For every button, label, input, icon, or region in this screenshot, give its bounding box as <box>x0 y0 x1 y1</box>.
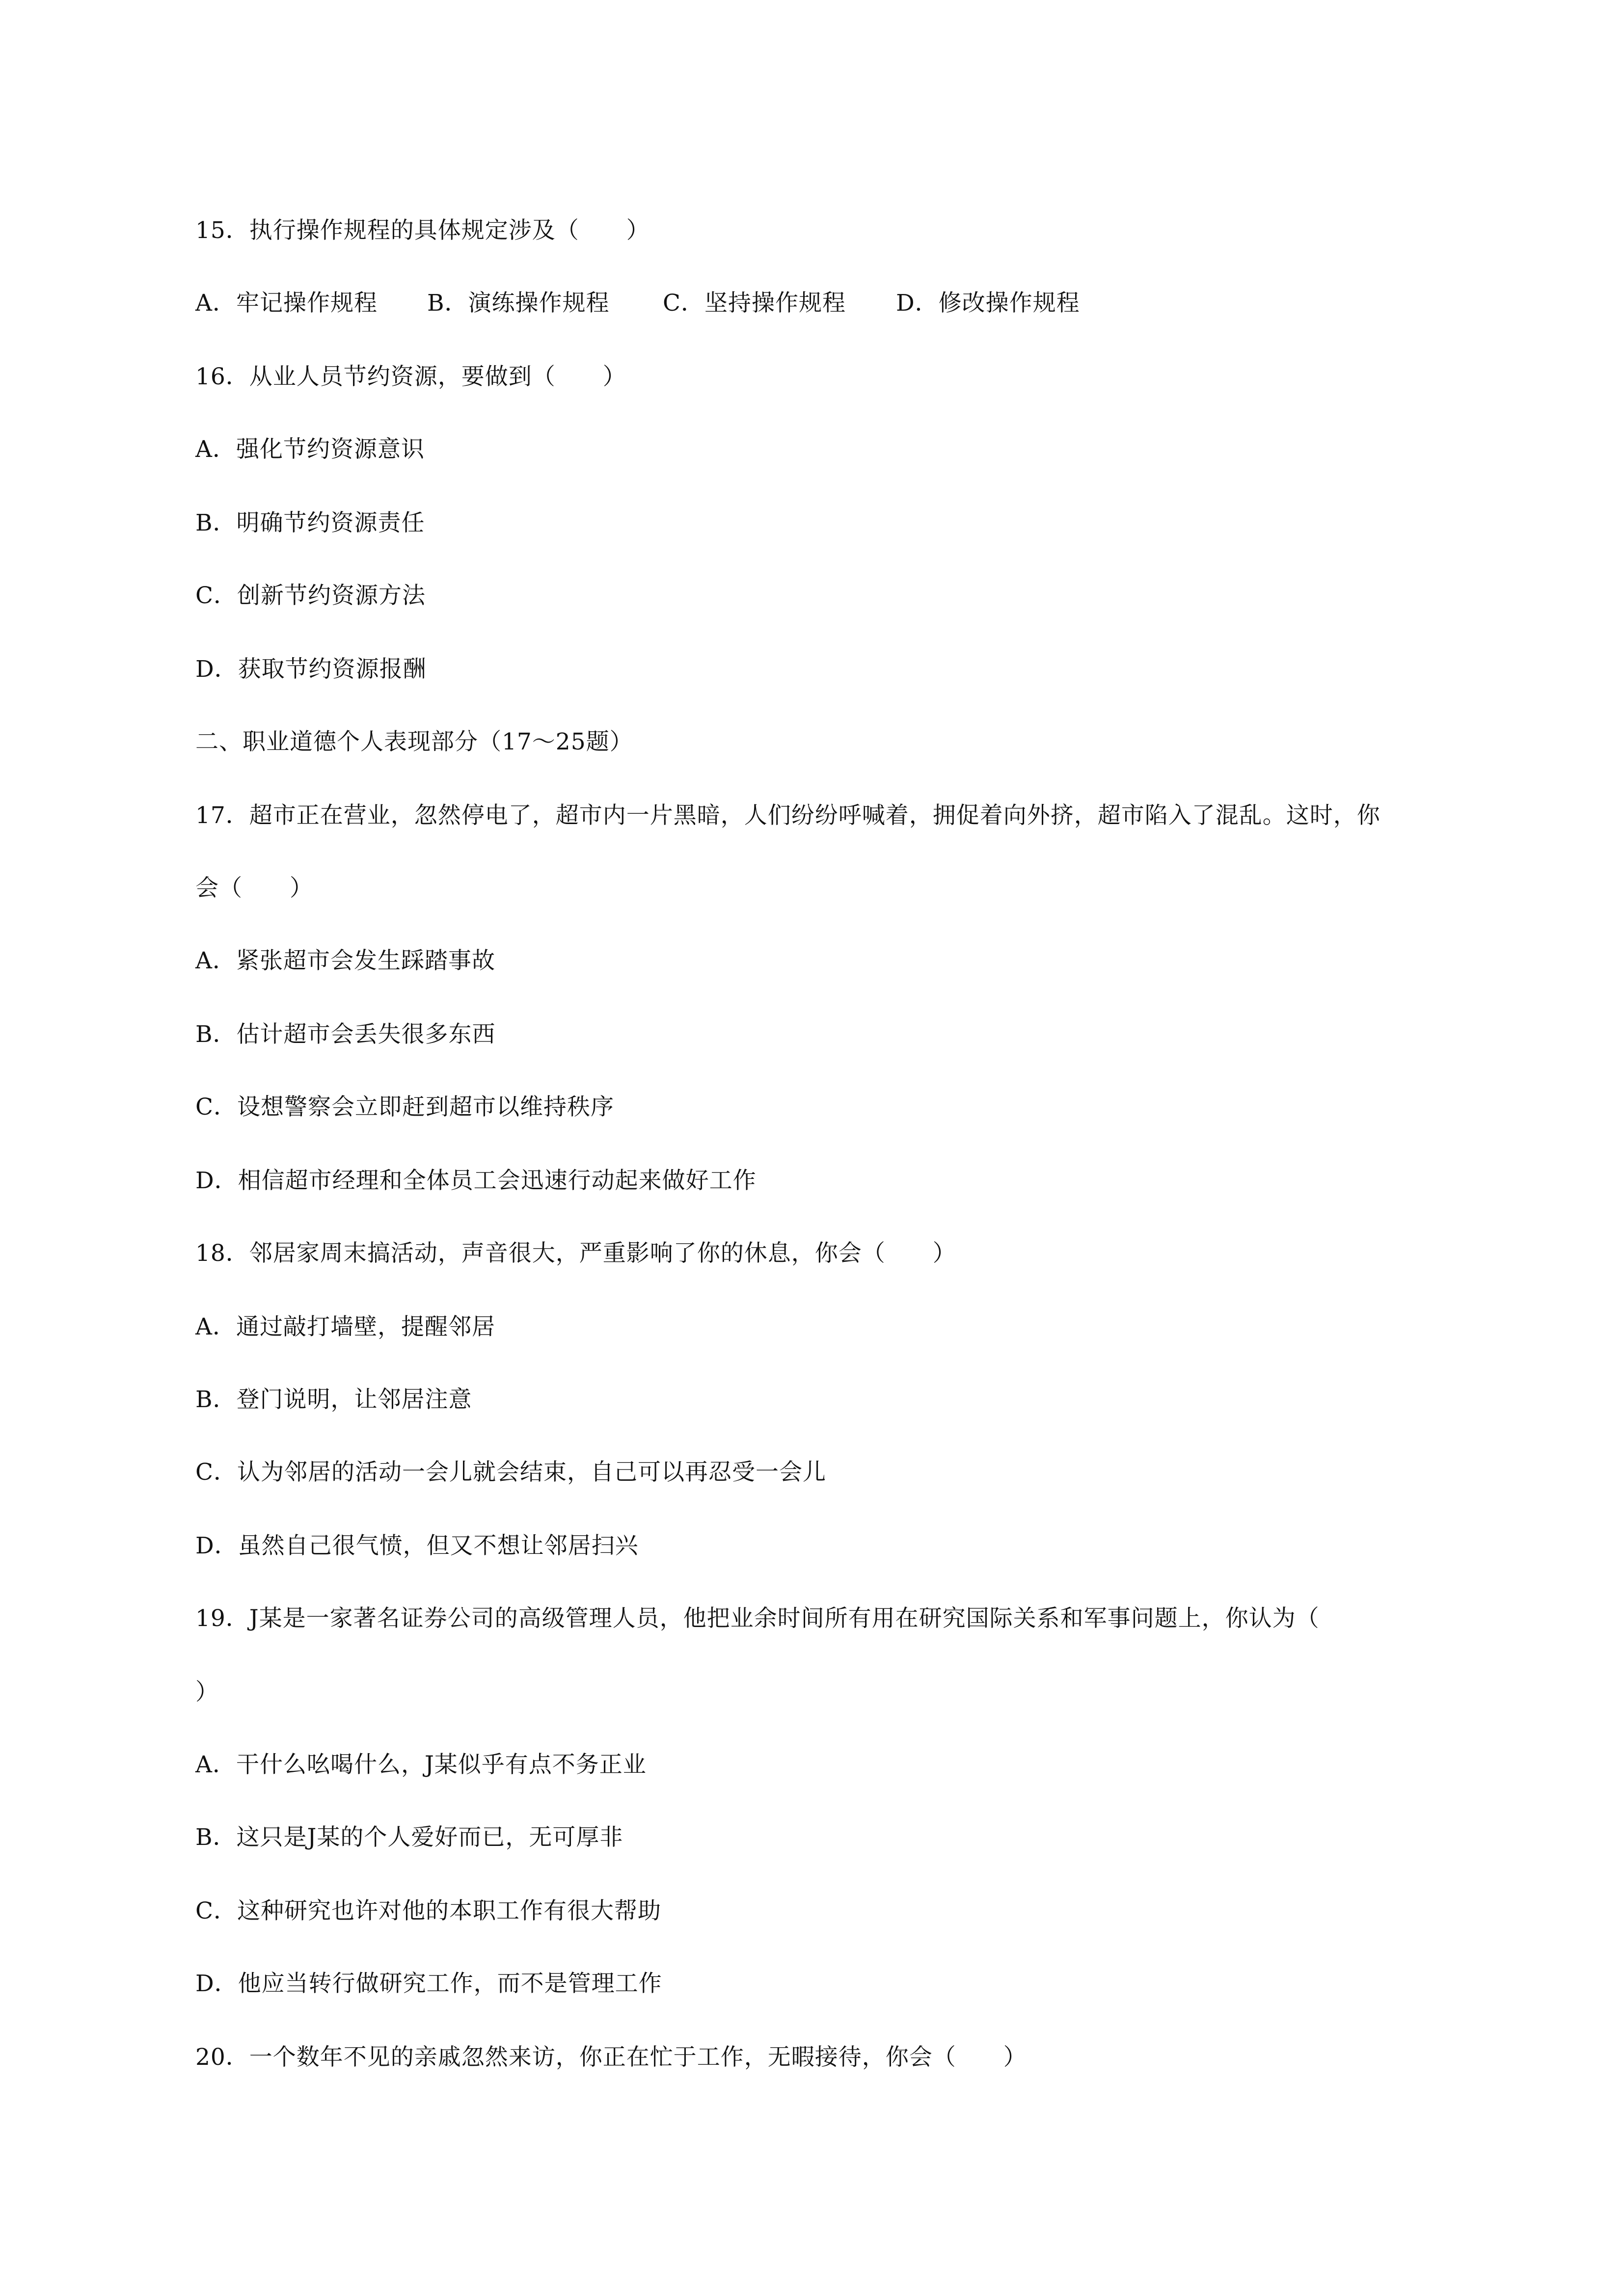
question-16-option-d: D．获取节约资源报酬 <box>195 656 427 683</box>
question-19-option-a: A．干什么吆喝什么，J某似乎有点不务正业 <box>195 1751 647 1778</box>
question-19-option-c: C．这种研究也许对他的本职工作有很大帮助 <box>195 1897 661 1924</box>
question-20-stem: 20．一个数年不见的亲戚忽然来访，你正在忙于工作，无暇接待，你会（ ） <box>195 2044 1027 2071</box>
question-17-option-d: D．相信超市经理和全体员工会迅速行动起来做好工作 <box>195 1167 757 1194</box>
question-17-stem-line1: 17．超市正在营业，忽然停电了，超市内一片黑暗，人们纷纷呼喊着，拥促着向外挤，超市陷入了混乱。这时，你 <box>195 802 1380 829</box>
question-15-option-b: B．演练操作规程 <box>427 290 610 317</box>
question-18-stem: 18．邻居家周末搞活动，声音很大，严重影响了你的休息，你会（ ） <box>195 1240 956 1267</box>
question-16-option-a: A．强化节约资源意识 <box>195 436 425 463</box>
question-15-option-a: A．牢记操作规程 <box>195 290 378 317</box>
question-17-option-b: B．估计超市会丢失很多东西 <box>195 1021 496 1048</box>
question-18-option-b: B．登门说明，让邻居注意 <box>195 1386 472 1413</box>
question-19-stem-line1: 19．J某是一家著名证券公司的高级管理人员，他把业余时间所有用在研究国际关系和军事问题上，你认为（ <box>195 1605 1320 1632</box>
question-15-option-d: D．修改操作规程 <box>896 290 1080 317</box>
question-18-option-d: D．虽然自己很气愤，但又不想让邻居扫兴 <box>195 1532 639 1559</box>
question-17-stem-line2: 会（ ） <box>195 875 313 902</box>
question-19-option-b: B．这只是J某的个人爱好而已，无可厚非 <box>195 1824 623 1851</box>
section-2-heading: 二、职业道德个人表现部分（17～25题） <box>195 728 633 755</box>
question-19-option-d: D．他应当转行做研究工作，而不是管理工作 <box>195 1970 662 1997</box>
question-15-option-c: C．坚持操作规程 <box>663 290 846 317</box>
question-18-option-a: A．通过敲打墙壁，提醒邻居 <box>195 1313 495 1340</box>
question-17-option-c: C．设想警察会立即赶到超市以维持秩序 <box>195 1094 614 1121</box>
question-19-stem-line2: ） <box>195 1679 219 1706</box>
question-17-option-a: A．紧张超市会发生踩踏事故 <box>195 947 495 974</box>
question-16-option-b: B．明确节约资源责任 <box>195 509 425 536</box>
question-16-option-c: C．创新节约资源方法 <box>195 582 426 609</box>
question-15-stem: 15．执行操作规程的具体规定涉及（ ） <box>195 217 650 244</box>
question-18-option-c: C．认为邻居的活动一会儿就会结束，自己可以再忍受一会儿 <box>195 1459 826 1486</box>
question-16-stem: 16．从业人员节约资源，要做到（ ） <box>195 363 626 390</box>
